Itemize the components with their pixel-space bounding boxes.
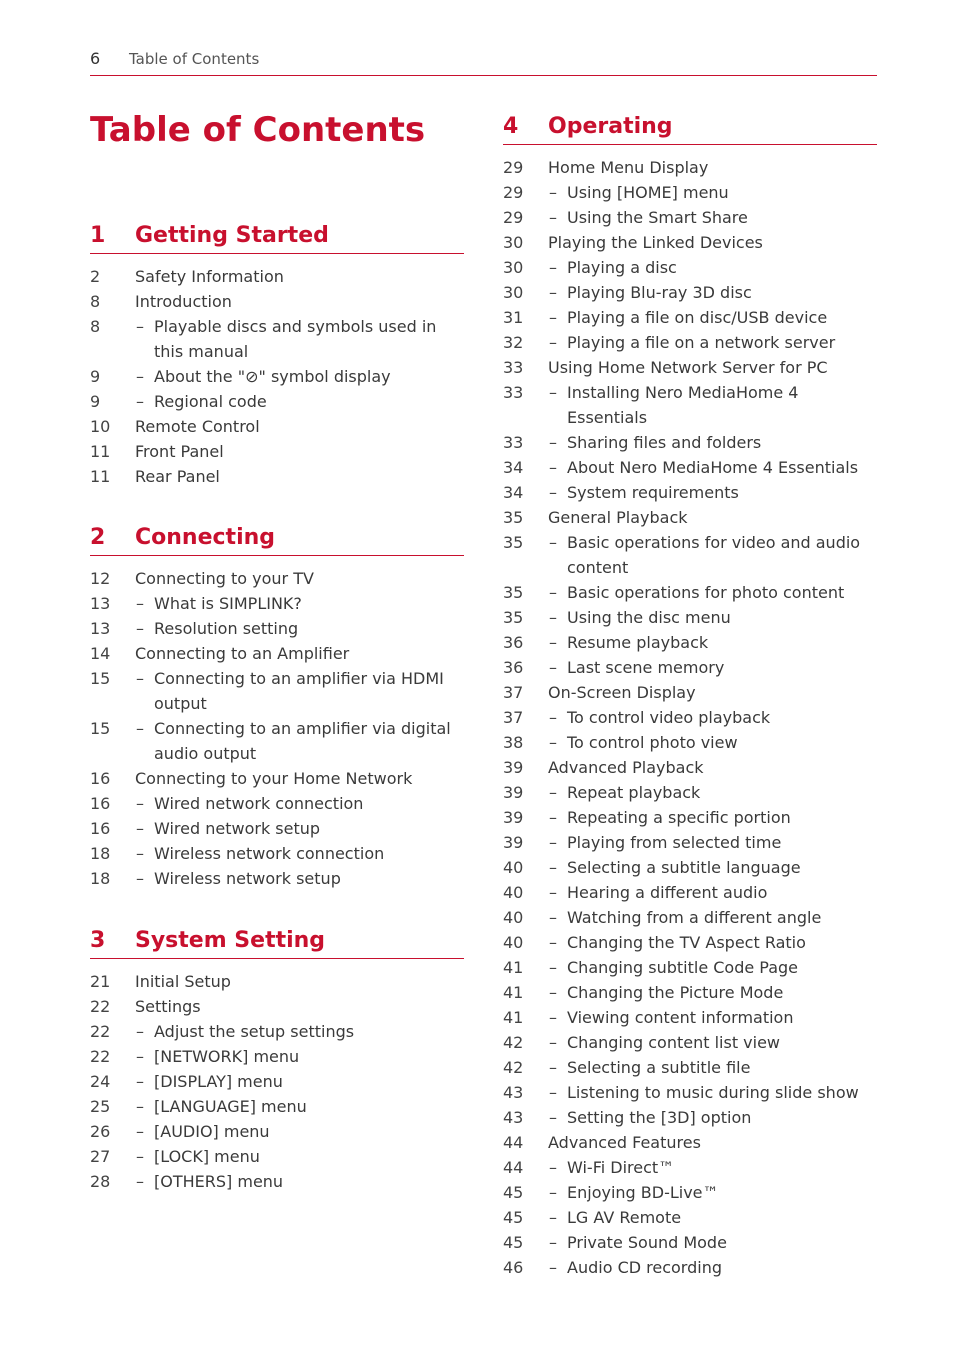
toc-entry[interactable] (90, 289, 464, 314)
toc-entry[interactable] (503, 1055, 877, 1080)
toc-page-number: 33 (503, 383, 524, 402)
toc-entry-text: – Connecting to an amplifier via HDMI output (90, 666, 464, 716)
toc-list (503, 155, 877, 1280)
toc-entry[interactable] (503, 1230, 877, 1255)
toc-entry-text: Playing the Linked Devices (548, 233, 763, 252)
toc-page-number: 42 (503, 1058, 524, 1077)
toc-entry-text: – Enjoying BD-Live™ (503, 1180, 877, 1205)
toc-entry[interactable] (90, 464, 464, 489)
toc-page-number: 22 (90, 1022, 111, 1041)
section-number: 1 (90, 223, 106, 248)
toc-page-number: 2 (90, 267, 101, 286)
section-title: Operating (548, 114, 673, 139)
toc-entry-text: Using Home Network Server for PC (548, 358, 828, 377)
toc-entry-text: – Wired network connection (90, 791, 464, 816)
toc-page-number: 35 (503, 608, 524, 627)
section-heading (90, 928, 464, 959)
toc-entry[interactable] (90, 264, 464, 289)
section-number: 2 (90, 525, 106, 550)
section-heading (90, 223, 464, 254)
toc-entry-text: Introduction (135, 292, 232, 311)
toc-entry[interactable] (503, 805, 877, 830)
toc-entry[interactable] (90, 1069, 464, 1094)
toc-entry-text: – Basic operations for video and audio content (503, 530, 877, 580)
toc-entry[interactable] (503, 855, 877, 880)
toc-entry[interactable] (90, 716, 464, 766)
toc-entry[interactable] (503, 480, 877, 505)
toc-entry[interactable] (90, 816, 464, 841)
toc-entry-text: – [NETWORK] menu (90, 1044, 464, 1069)
toc-page-number: 9 (90, 392, 101, 411)
toc-page-number: 29 (503, 158, 524, 177)
toc-entry[interactable] (503, 880, 877, 905)
section-operating (503, 114, 877, 1280)
toc-page-number: 11 (90, 467, 111, 486)
toc-page-number: 9 (90, 367, 101, 386)
toc-entry[interactable] (503, 255, 877, 280)
toc-page-number: 8 (90, 317, 101, 336)
section-heading (503, 114, 877, 145)
toc-entry[interactable] (90, 969, 464, 994)
toc-entry[interactable] (90, 641, 464, 666)
toc-page-number: 45 (503, 1183, 524, 1202)
toc-entry[interactable] (90, 389, 464, 414)
toc-entry[interactable] (90, 994, 464, 1019)
toc-entry-text: – LG AV Remote (503, 1205, 877, 1230)
toc-page-number: 33 (503, 433, 524, 452)
toc-page-number: 43 (503, 1083, 524, 1102)
toc-page-number: 41 (503, 958, 524, 977)
toc-entry[interactable] (503, 230, 877, 255)
toc-page-number: 37 (503, 708, 524, 727)
toc-page-number: 33 (503, 358, 524, 377)
toc-page-number: 30 (503, 258, 524, 277)
toc-entry-text: – Installing Nero MediaHome 4 Essentials (503, 380, 877, 430)
toc-page-number: 40 (503, 883, 524, 902)
toc-entry[interactable] (90, 791, 464, 816)
toc-page-number: 44 (503, 1133, 524, 1152)
toc-page-number: 15 (90, 669, 111, 688)
toc-entry-text: – Selecting a subtitle language (503, 855, 877, 880)
toc-entry-text: – To control video playback (503, 705, 877, 730)
toc-page-number: 41 (503, 983, 524, 1002)
toc-page-number: 30 (503, 283, 524, 302)
toc-entry[interactable] (90, 841, 464, 866)
toc-page-number: 35 (503, 583, 524, 602)
toc-entry-text: – Playing a file on disc/USB device (503, 305, 877, 330)
toc-entry[interactable] (503, 330, 877, 355)
toc-entry[interactable] (90, 666, 464, 716)
section-number: 3 (90, 928, 106, 953)
toc-entry-text: – Repeating a specific portion (503, 805, 877, 830)
toc-entry-text: – [LANGUAGE] menu (90, 1094, 464, 1119)
toc-entry-text: Rear Panel (135, 467, 220, 486)
toc-entry-text: Front Panel (135, 442, 224, 461)
toc-page-number: 22 (90, 1047, 111, 1066)
toc-page-number: 12 (90, 569, 111, 588)
toc-entry-text: – Audio CD recording (503, 1255, 877, 1280)
toc-entry-text: Advanced Features (548, 1133, 701, 1152)
toc-entry-text: – Changing the TV Aspect Ratio (503, 930, 877, 955)
toc-entry[interactable] (90, 766, 464, 791)
toc-page-number: 44 (503, 1158, 524, 1177)
toc-entry-text: – What is SIMPLINK? (90, 591, 464, 616)
toc-entry[interactable] (503, 605, 877, 630)
toc-entry[interactable] (503, 1005, 877, 1030)
toc-page-number: 18 (90, 844, 111, 863)
toc-page-number: 41 (503, 1008, 524, 1027)
toc-entry[interactable] (503, 155, 877, 180)
toc-entry[interactable] (90, 591, 464, 616)
toc-entry[interactable] (503, 380, 877, 430)
toc-page-number: 34 (503, 458, 524, 477)
toc-entry-text: – Resolution setting (90, 616, 464, 641)
toc-entry-text: – Using the Smart Share (503, 205, 877, 230)
toc-entry-text: Settings (135, 997, 201, 1016)
toc-entry-text: – Wired network setup (90, 816, 464, 841)
toc-page-number: 13 (90, 594, 111, 613)
toc-entry[interactable] (503, 655, 877, 680)
toc-entry[interactable] (503, 1180, 877, 1205)
toc-entry[interactable] (503, 430, 877, 455)
section-heading (90, 525, 464, 556)
toc-page-number: 15 (90, 719, 111, 738)
toc-entry-text: Connecting to your Home Network (135, 769, 413, 788)
toc-entry-text: – Private Sound Mode (503, 1230, 877, 1255)
toc-page-number: 36 (503, 633, 524, 652)
running-header (90, 49, 877, 76)
toc-entry-text: – Repeat playback (503, 780, 877, 805)
toc-entry[interactable] (503, 530, 877, 580)
toc-entry[interactable] (503, 580, 877, 605)
toc-entry-text: – Changing subtitle Code Page (503, 955, 877, 980)
toc-entry-text: – Playing from selected time (503, 830, 877, 855)
toc-page-number: 16 (90, 794, 111, 813)
toc-entry[interactable] (90, 1119, 464, 1144)
toc-entry-text: – To control photo view (503, 730, 877, 755)
toc-entry-text: – Sharing files and folders (503, 430, 877, 455)
toc-entry-text: – About the "⊘" symbol display (90, 364, 464, 389)
toc-entry[interactable] (90, 1169, 464, 1194)
toc-entry[interactable] (503, 1030, 877, 1055)
toc-entry[interactable] (503, 355, 877, 380)
toc-page-number: 35 (503, 508, 524, 527)
toc-entry[interactable] (90, 1144, 464, 1169)
toc-entry-text: – Listening to music during slide show (503, 1080, 877, 1105)
toc-entry[interactable] (503, 1255, 877, 1280)
toc-entry-text: – Adjust the setup settings (90, 1019, 464, 1044)
toc-page-number: 43 (503, 1108, 524, 1127)
section-number: 4 (503, 114, 519, 139)
toc-page-number: 14 (90, 644, 111, 663)
toc-page-number: 26 (90, 1122, 111, 1141)
toc-entry-text: – Wireless network connection (90, 841, 464, 866)
toc-page-number: 39 (503, 783, 524, 802)
section-connecting (90, 525, 464, 891)
toc-page-number: 22 (90, 997, 111, 1016)
toc-entry-text: – System requirements (503, 480, 877, 505)
toc-entry[interactable] (503, 830, 877, 855)
toc-page-number: 27 (90, 1147, 111, 1166)
toc-page-number: 28 (90, 1172, 111, 1191)
toc-page-number: 40 (503, 908, 524, 927)
toc-page-number: 36 (503, 658, 524, 677)
running-title: Table of Contents (129, 50, 260, 68)
toc-entry-text: – [OTHERS] menu (90, 1169, 464, 1194)
toc-list (90, 969, 464, 1194)
toc-page-number: 37 (503, 683, 524, 702)
toc-entry[interactable] (503, 505, 877, 530)
toc-entry-text: – About Nero MediaHome 4 Essentials (503, 455, 877, 480)
toc-page-number: 16 (90, 769, 111, 788)
toc-page-number: 34 (503, 483, 524, 502)
toc-page-number: 39 (503, 758, 524, 777)
toc-entry[interactable] (503, 780, 877, 805)
toc-entry[interactable] (503, 280, 877, 305)
section-getting-started (90, 223, 464, 489)
toc-entry[interactable] (503, 1105, 877, 1130)
toc-entry-text: – [AUDIO] menu (90, 1119, 464, 1144)
toc-entry[interactable] (503, 1205, 877, 1230)
toc-entry[interactable] (90, 439, 464, 464)
toc-entry-text: Home Menu Display (548, 158, 709, 177)
page-title: Table of Contents (90, 110, 426, 150)
toc-entry-text: – Playing a file on a network server (503, 330, 877, 355)
toc-entry-text: – Selecting a subtitle file (503, 1055, 877, 1080)
toc-page-number: 32 (503, 333, 524, 352)
toc-page-number: 24 (90, 1072, 111, 1091)
toc-entry-text: – Resume playback (503, 630, 877, 655)
toc-page-number: 35 (503, 533, 524, 552)
toc-entry[interactable] (90, 314, 464, 364)
section-system-setting (90, 928, 464, 1194)
toc-entry-text: – Watching from a different angle (503, 905, 877, 930)
toc-page-number: 10 (90, 417, 111, 436)
toc-page-number: 30 (503, 233, 524, 252)
section-title: Getting Started (135, 223, 329, 248)
toc-page-number: 46 (503, 1258, 524, 1277)
toc-entry-text: – Last scene memory (503, 655, 877, 680)
toc-entry[interactable] (503, 455, 877, 480)
toc-entry[interactable] (503, 955, 877, 980)
toc-entry[interactable] (503, 1130, 877, 1155)
toc-page-number: 39 (503, 833, 524, 852)
toc-entry-text: Initial Setup (135, 972, 231, 991)
toc-page-number: 13 (90, 619, 111, 638)
toc-page-number: 45 (503, 1233, 524, 1252)
toc-entry-text: – Connecting to an amplifier via digital audio output (90, 716, 464, 766)
toc-entry[interactable] (90, 866, 464, 891)
toc-entry[interactable] (90, 1094, 464, 1119)
toc-entry-text: – Wireless network setup (90, 866, 464, 891)
toc-entry[interactable] (90, 1044, 464, 1069)
toc-entry[interactable] (90, 364, 464, 389)
toc-entry[interactable] (503, 630, 877, 655)
toc-entry[interactable] (503, 1080, 877, 1105)
toc-page-number: 16 (90, 819, 111, 838)
toc-entry[interactable] (90, 616, 464, 641)
toc-entry-text: – [LOCK] menu (90, 1144, 464, 1169)
toc-entry-text: – Wi-Fi Direct™ (503, 1155, 877, 1180)
toc-entry[interactable] (503, 930, 877, 955)
toc-entry[interactable] (90, 414, 464, 439)
toc-entry-text: – Changing content list view (503, 1030, 877, 1055)
toc-entry-text: Connecting to an Amplifier (135, 644, 350, 663)
toc-page-number: 31 (503, 308, 524, 327)
toc-page-number: 38 (503, 733, 524, 752)
toc-entry[interactable] (503, 1155, 877, 1180)
toc-page-number: 29 (503, 183, 524, 202)
toc-entry-text: Connecting to your TV (135, 569, 314, 588)
toc-page-number: 40 (503, 858, 524, 877)
toc-entry-text: General Playback (548, 508, 688, 527)
toc-entry[interactable] (90, 1019, 464, 1044)
toc-entry-text: – Basic operations for photo content (503, 580, 877, 605)
toc-list (90, 566, 464, 891)
toc-entry-text: – Setting the [3D] option (503, 1105, 877, 1130)
toc-entry-text: – Playing a disc (503, 255, 877, 280)
toc-page-number: 42 (503, 1033, 524, 1052)
toc-page-number: 11 (90, 442, 111, 461)
toc-entry-text: – Playable discs and symbols used in this manual (90, 314, 464, 364)
toc-entry-text: – [DISPLAY] menu (90, 1069, 464, 1094)
toc-entry[interactable] (503, 305, 877, 330)
toc-entry[interactable] (503, 905, 877, 930)
toc-list (90, 264, 464, 489)
toc-entry-text: Safety Information (135, 267, 284, 286)
toc-entry[interactable] (503, 205, 877, 230)
toc-entry[interactable] (503, 180, 877, 205)
toc-entry[interactable] (503, 980, 877, 1005)
toc-entry-text: – Viewing content information (503, 1005, 877, 1030)
toc-page-number: 40 (503, 933, 524, 952)
toc-entry-text: – Regional code (90, 389, 464, 414)
toc-page-number: 18 (90, 869, 111, 888)
toc-entry[interactable] (503, 680, 877, 705)
toc-entry[interactable] (90, 566, 464, 591)
page-number: 6 (90, 49, 101, 68)
toc-entry[interactable] (503, 705, 877, 730)
toc-entry-text: – Using [HOME] menu (503, 180, 877, 205)
section-title: System Setting (135, 928, 326, 953)
toc-page-number: 29 (503, 208, 524, 227)
section-title: Connecting (135, 525, 276, 550)
toc-entry-text: – Hearing a different audio (503, 880, 877, 905)
toc-entry-text: – Using the disc menu (503, 605, 877, 630)
toc-entry[interactable] (503, 755, 877, 780)
toc-page-number: 39 (503, 808, 524, 827)
toc-page-number: 21 (90, 972, 111, 991)
toc-entry-text: Remote Control (135, 417, 260, 436)
toc-page-number: 8 (90, 292, 101, 311)
toc-entry[interactable] (503, 730, 877, 755)
toc-entry-text: Advanced Playback (548, 758, 704, 777)
toc-page-number: 45 (503, 1208, 524, 1227)
toc-page-number: 25 (90, 1097, 111, 1116)
toc-entry-text: On-Screen Display (548, 683, 696, 702)
toc-entry-text: – Playing Blu-ray 3D disc (503, 280, 877, 305)
toc-entry-text: – Changing the Picture Mode (503, 980, 877, 1005)
